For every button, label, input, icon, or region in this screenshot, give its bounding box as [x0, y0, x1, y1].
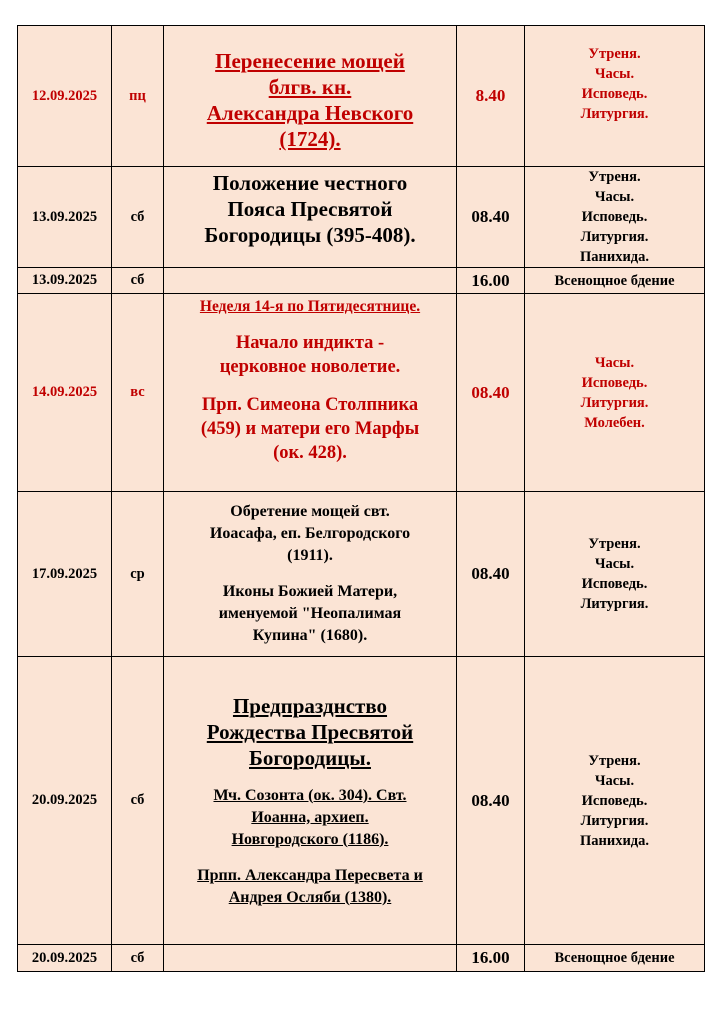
feast-line: Купина" (1680).: [252, 627, 368, 644]
table-row: [18, 294, 705, 492]
feast-cell: [164, 268, 457, 294]
feast-line: Обретение мощей свт.: [230, 503, 390, 520]
service-schedule-table: [17, 25, 705, 972]
feast-line: Иоасафа, еп. Белгородского: [209, 525, 411, 542]
feast-line: Прп. Симеона Столпника: [201, 395, 419, 415]
feast-title-line: Богородицы.: [249, 745, 371, 770]
feast-line: Александра Невского: [206, 101, 414, 125]
feast-line: блгв. кн.: [268, 75, 352, 99]
service-item: Утреня.: [588, 752, 641, 769]
feast-cell: [164, 945, 457, 972]
service-item: Литургия.: [580, 812, 649, 829]
service-item: Исповедь.: [581, 374, 648, 391]
feast-line: Перенесение мощей: [215, 49, 405, 73]
service-item: Панихида.: [579, 249, 650, 265]
date-cell: 20.09.2025: [18, 657, 112, 945]
table-row: [18, 268, 705, 294]
weekday-cell: ср: [112, 492, 164, 657]
feast-line: Иоанна, архиеп.: [251, 808, 369, 826]
service-item: Литургия.: [580, 106, 649, 122]
service-item: Всенощное бдение: [554, 950, 675, 966]
time-cell: 08.40: [457, 294, 525, 492]
feast-cell: [164, 294, 457, 492]
service-item: Часы.: [594, 556, 635, 572]
weekday-cell: сб: [112, 945, 164, 972]
feast-line: Начало индикта -: [235, 333, 385, 353]
feast-cell: [164, 657, 457, 945]
table-row: [18, 657, 705, 945]
service-item: Часы.: [594, 66, 635, 82]
service-item: Литургия.: [580, 229, 649, 245]
service-item: Часы.: [594, 189, 635, 205]
weekday-cell: вс: [112, 294, 164, 492]
service-item: Всенощное бдение: [554, 272, 675, 289]
feast-line: (459) и матери его Марфы: [200, 419, 420, 439]
feast-cell: [164, 26, 457, 167]
table-row: [18, 945, 705, 972]
service-item: Исповедь.: [581, 209, 648, 225]
service-item: Утреня.: [588, 46, 641, 62]
feast-line: Прпп. Александра Пересвета и: [197, 866, 423, 884]
weekday-cell: сб: [112, 167, 164, 268]
feast-line: Мч. Созонта (ок. 304). Свт.: [213, 786, 407, 804]
feast-cell: [164, 167, 457, 268]
time-cell: 08.40: [457, 492, 525, 657]
service-item: Утреня.: [588, 169, 641, 185]
service-item: Часы.: [594, 354, 635, 371]
feast-line: (1911).: [287, 547, 333, 564]
date-cell: 13.09.2025: [18, 167, 112, 268]
table-row: [18, 167, 705, 268]
table-row: [18, 492, 705, 657]
date-cell: 20.09.2025: [18, 945, 112, 972]
feast-line: Пояса Пресвятой: [227, 197, 393, 221]
table-row: [18, 26, 705, 167]
service-item: Литургия.: [580, 596, 649, 612]
time-cell: 16.00: [457, 945, 525, 972]
date-cell: 17.09.2025: [18, 492, 112, 657]
feast-heading: Неделя 14-я по Пятидесятнице.: [199, 298, 421, 315]
services-cell: [525, 26, 705, 167]
service-item: Исповедь.: [581, 86, 648, 102]
feast-line: Иконы Божией Матери,: [222, 583, 398, 600]
feast-title-line: Предпразднство: [232, 693, 388, 718]
feast-line: Богородицы (395-408).: [204, 223, 416, 247]
service-item: Часы.: [594, 772, 635, 789]
service-item: Литургия.: [580, 394, 649, 411]
services-cell: [525, 167, 705, 268]
service-item: Молебен.: [584, 414, 645, 431]
feast-cell: [164, 492, 457, 657]
service-item: Утреня.: [588, 536, 641, 552]
services-cell: [525, 492, 705, 657]
feast-line: Андрея Осляби (1380).: [228, 888, 392, 906]
date-cell: 14.09.2025: [18, 294, 112, 492]
weekday-cell: пц: [112, 26, 164, 167]
service-item: Панихида.: [579, 832, 650, 849]
feast-line: Новгородского (1186).: [231, 830, 389, 848]
services-cell: [525, 657, 705, 945]
time-cell: 8.40: [457, 26, 525, 167]
services-cell: [525, 268, 705, 294]
feast-line: Положение честного: [212, 171, 408, 195]
weekday-cell: сб: [112, 657, 164, 945]
feast-line: церковное новолетие.: [219, 357, 401, 377]
feast-line: (1724).: [279, 127, 341, 151]
feast-line: (ок. 428).: [273, 443, 347, 463]
service-item: Исповедь.: [581, 792, 648, 809]
feast-line: именуемой "Неопалимая: [218, 605, 402, 622]
services-cell: [525, 294, 705, 492]
services-cell: [525, 945, 705, 972]
feast-title-line: Рождества Пресвятой: [206, 719, 414, 744]
date-cell: 13.09.2025: [18, 268, 112, 294]
service-item: Исповедь.: [581, 576, 648, 592]
time-cell: 08.40: [457, 657, 525, 945]
time-cell: 08.40: [457, 167, 525, 268]
date-cell: 12.09.2025: [18, 26, 112, 167]
time-cell: 16.00: [457, 268, 525, 294]
weekday-cell: сб: [112, 268, 164, 294]
